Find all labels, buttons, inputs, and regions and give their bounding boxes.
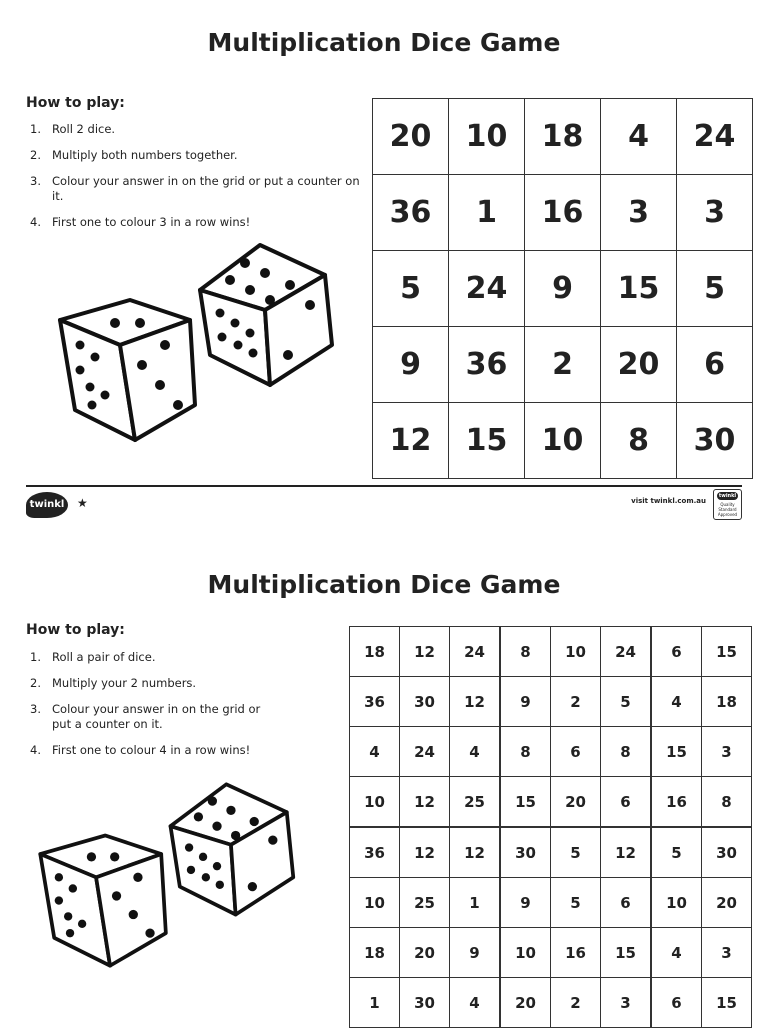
grid-cell[interactable]: 2 xyxy=(551,978,601,1028)
grid-cell[interactable]: 36 xyxy=(449,327,525,403)
grid-cell[interactable]: 9 xyxy=(500,677,551,727)
number-grid xyxy=(349,626,752,1028)
grid-cell[interactable]: 10 xyxy=(525,403,601,479)
grid-cell[interactable]: 18 xyxy=(350,627,400,677)
grid-cell[interactable]: 5 xyxy=(551,827,601,878)
step-text: Multiply both numbers together. xyxy=(52,148,238,162)
step-text: Colour your answer in on the grid or put a counter on it. xyxy=(52,174,360,203)
grid-cell[interactable]: 2 xyxy=(525,327,601,403)
grid-cell[interactable]: 1 xyxy=(450,878,501,928)
grid-cell[interactable]: 24 xyxy=(400,727,450,777)
grid-cell[interactable]: 15 xyxy=(500,777,551,828)
instruction-step xyxy=(30,743,270,758)
step-number: 1. xyxy=(30,650,41,664)
grid-cell[interactable]: 30 xyxy=(500,827,551,878)
grid-cell[interactable]: 6 xyxy=(651,627,702,677)
grid-cell[interactable]: 5 xyxy=(551,878,601,928)
dice-pair-icon xyxy=(50,235,350,450)
grid-cell[interactable]: 1 xyxy=(350,978,400,1028)
step-number: 2. xyxy=(30,148,41,162)
grid-cell[interactable]: 12 xyxy=(450,677,501,727)
step-text: First one to colour 4 in a row wins! xyxy=(52,743,251,757)
grid-row xyxy=(373,327,753,403)
instruction-step xyxy=(30,148,370,163)
grid-row xyxy=(350,777,752,828)
step-text: Roll a pair of dice. xyxy=(52,650,156,664)
grid-cell[interactable]: 20 xyxy=(702,878,752,928)
grid-cell[interactable]: 20 xyxy=(551,777,601,828)
grid-cell[interactable]: 12 xyxy=(601,827,652,878)
grid-cell[interactable]: 30 xyxy=(677,403,753,479)
grid-cell[interactable]: 4 xyxy=(601,99,677,175)
grid-cell[interactable]: 36 xyxy=(350,677,400,727)
grid-cell[interactable]: 20 xyxy=(601,327,677,403)
grid-row xyxy=(350,928,752,978)
grid-cell[interactable]: 2 xyxy=(551,677,601,727)
grid-cell[interactable]: 20 xyxy=(400,928,450,978)
grid-cell[interactable]: 3 xyxy=(702,727,752,777)
grid-cell[interactable]: 8 xyxy=(601,403,677,479)
star-icon: ★ xyxy=(77,496,88,510)
grid-cell[interactable]: 9 xyxy=(525,251,601,327)
grid-cell[interactable]: 6 xyxy=(677,327,753,403)
grid-cell[interactable]: 6 xyxy=(651,978,702,1028)
grid-row xyxy=(350,978,752,1028)
grid-cell[interactable]: 6 xyxy=(601,777,652,828)
grid-cell[interactable]: 8 xyxy=(500,727,551,777)
grid-cell[interactable]: 4 xyxy=(450,978,501,1028)
twinkl-logo: twinkl xyxy=(26,492,68,518)
grid-cell[interactable]: 20 xyxy=(373,99,449,175)
page-title: Multiplication Dice Game xyxy=(207,570,561,599)
grid-cell[interactable]: 3 xyxy=(601,175,677,251)
step-number: 3. xyxy=(30,702,41,716)
grid-cell[interactable]: 8 xyxy=(702,777,752,828)
grid-cell[interactable]: 24 xyxy=(677,99,753,175)
quality-badge-icon xyxy=(713,489,742,520)
grid-cell[interactable]: 8 xyxy=(500,627,551,677)
how-to-play-heading: How to play: xyxy=(26,622,125,638)
grid-cell[interactable]: 10 xyxy=(350,878,400,928)
grid-cell[interactable]: 10 xyxy=(350,777,400,828)
grid-cell[interactable]: 16 xyxy=(525,175,601,251)
number-grid xyxy=(372,98,753,479)
dice-pair-icon xyxy=(28,775,313,975)
step-text: Roll 2 dice. xyxy=(52,122,116,136)
grid-cell[interactable]: 15 xyxy=(601,251,677,327)
grid-cell[interactable]: 1 xyxy=(449,175,525,251)
grid-cell[interactable]: 24 xyxy=(450,627,501,677)
step-text: Multiply your 2 numbers. xyxy=(52,676,197,690)
grid-cell[interactable]: 10 xyxy=(449,99,525,175)
grid-cell[interactable]: 18 xyxy=(525,99,601,175)
grid-cell[interactable]: 9 xyxy=(373,327,449,403)
grid-cell[interactable]: 4 xyxy=(651,677,702,727)
grid-cell[interactable]: 20 xyxy=(500,978,551,1028)
grid-cell[interactable]: 18 xyxy=(350,928,400,978)
grid-cell[interactable]: 3 xyxy=(601,978,652,1028)
grid-cell[interactable]: 12 xyxy=(450,827,501,878)
grid-cell[interactable]: 3 xyxy=(677,175,753,251)
grid-cell[interactable]: 36 xyxy=(373,175,449,251)
grid-cell[interactable]: 15 xyxy=(702,627,752,677)
grid-cell[interactable]: 15 xyxy=(651,727,702,777)
grid-cell[interactable]: 16 xyxy=(551,928,601,978)
grid-cell[interactable]: 5 xyxy=(651,827,702,878)
grid-row xyxy=(373,403,753,479)
badge-caption: Quality Standard Approved xyxy=(717,502,738,517)
step-text: First one to colour 3 in a row wins! xyxy=(52,215,251,229)
grid-cell[interactable]: 15 xyxy=(702,978,752,1028)
grid-cell[interactable]: 8 xyxy=(601,727,652,777)
grid-cell[interactable]: 5 xyxy=(677,251,753,327)
grid-cell[interactable]: 12 xyxy=(400,777,450,828)
instructions-list xyxy=(30,122,370,241)
step-number: 1. xyxy=(30,122,41,136)
grid-row xyxy=(350,878,752,928)
grid-cell[interactable]: 25 xyxy=(450,777,501,828)
grid-cell[interactable]: 18 xyxy=(702,677,752,727)
grid-row xyxy=(350,627,752,677)
grid-cell[interactable]: 5 xyxy=(373,251,449,327)
instruction-step xyxy=(30,650,270,665)
how-to-play-heading: How to play: xyxy=(26,95,125,111)
instruction-step xyxy=(30,122,370,137)
grid-cell[interactable]: 30 xyxy=(702,827,752,878)
step-number: 4. xyxy=(30,743,41,757)
grid-cell[interactable]: 4 xyxy=(350,727,400,777)
grid-cell[interactable]: 30 xyxy=(400,677,450,727)
grid-cell[interactable]: 24 xyxy=(601,627,652,677)
grid-cell[interactable]: 4 xyxy=(651,928,702,978)
grid-cell[interactable]: 10 xyxy=(651,878,702,928)
grid-row xyxy=(350,677,752,727)
step-number: 2. xyxy=(30,676,41,690)
step-text: Colour your answer in on the grid or put a counter on it. xyxy=(52,702,261,731)
grid-row xyxy=(350,727,752,777)
page-title: Multiplication Dice Game xyxy=(207,28,561,57)
grid-cell[interactable]: 15 xyxy=(601,928,652,978)
grid-row xyxy=(373,99,753,175)
grid-cell[interactable]: 6 xyxy=(551,727,601,777)
badge-logo-text: twinkl xyxy=(718,493,737,499)
step-number: 3. xyxy=(30,174,41,188)
grid-cell[interactable]: 30 xyxy=(400,978,450,1028)
instructions-list xyxy=(30,650,270,769)
grid-cell[interactable]: 12 xyxy=(373,403,449,479)
grid-cell[interactable]: 9 xyxy=(450,928,501,978)
grid-cell[interactable]: 3 xyxy=(702,928,752,978)
grid-cell[interactable]: 6 xyxy=(601,878,652,928)
instruction-step xyxy=(30,215,370,230)
footer-divider xyxy=(26,485,742,487)
grid-cell[interactable]: 12 xyxy=(400,827,450,878)
instruction-step xyxy=(30,702,270,732)
grid-row xyxy=(350,827,752,878)
grid-cell[interactable]: 15 xyxy=(449,403,525,479)
grid-cell[interactable]: 24 xyxy=(449,251,525,327)
grid-cell[interactable]: 36 xyxy=(350,827,400,878)
grid-cell[interactable]: 5 xyxy=(601,677,652,727)
grid-cell[interactable]: 9 xyxy=(500,878,551,928)
grid-row xyxy=(373,175,753,251)
grid-cell[interactable]: 10 xyxy=(551,627,601,677)
instruction-step xyxy=(30,676,270,691)
grid-cell[interactable]: 10 xyxy=(500,928,551,978)
grid-cell[interactable]: 12 xyxy=(400,627,450,677)
grid-cell[interactable]: 16 xyxy=(651,777,702,828)
visit-link[interactable]: visit twinkl.com.au xyxy=(631,497,706,505)
grid-row xyxy=(373,251,753,327)
grid-cell[interactable]: 4 xyxy=(450,727,501,777)
grid-cell[interactable]: 25 xyxy=(400,878,450,928)
instruction-step xyxy=(30,174,370,204)
step-number: 4. xyxy=(30,215,41,229)
